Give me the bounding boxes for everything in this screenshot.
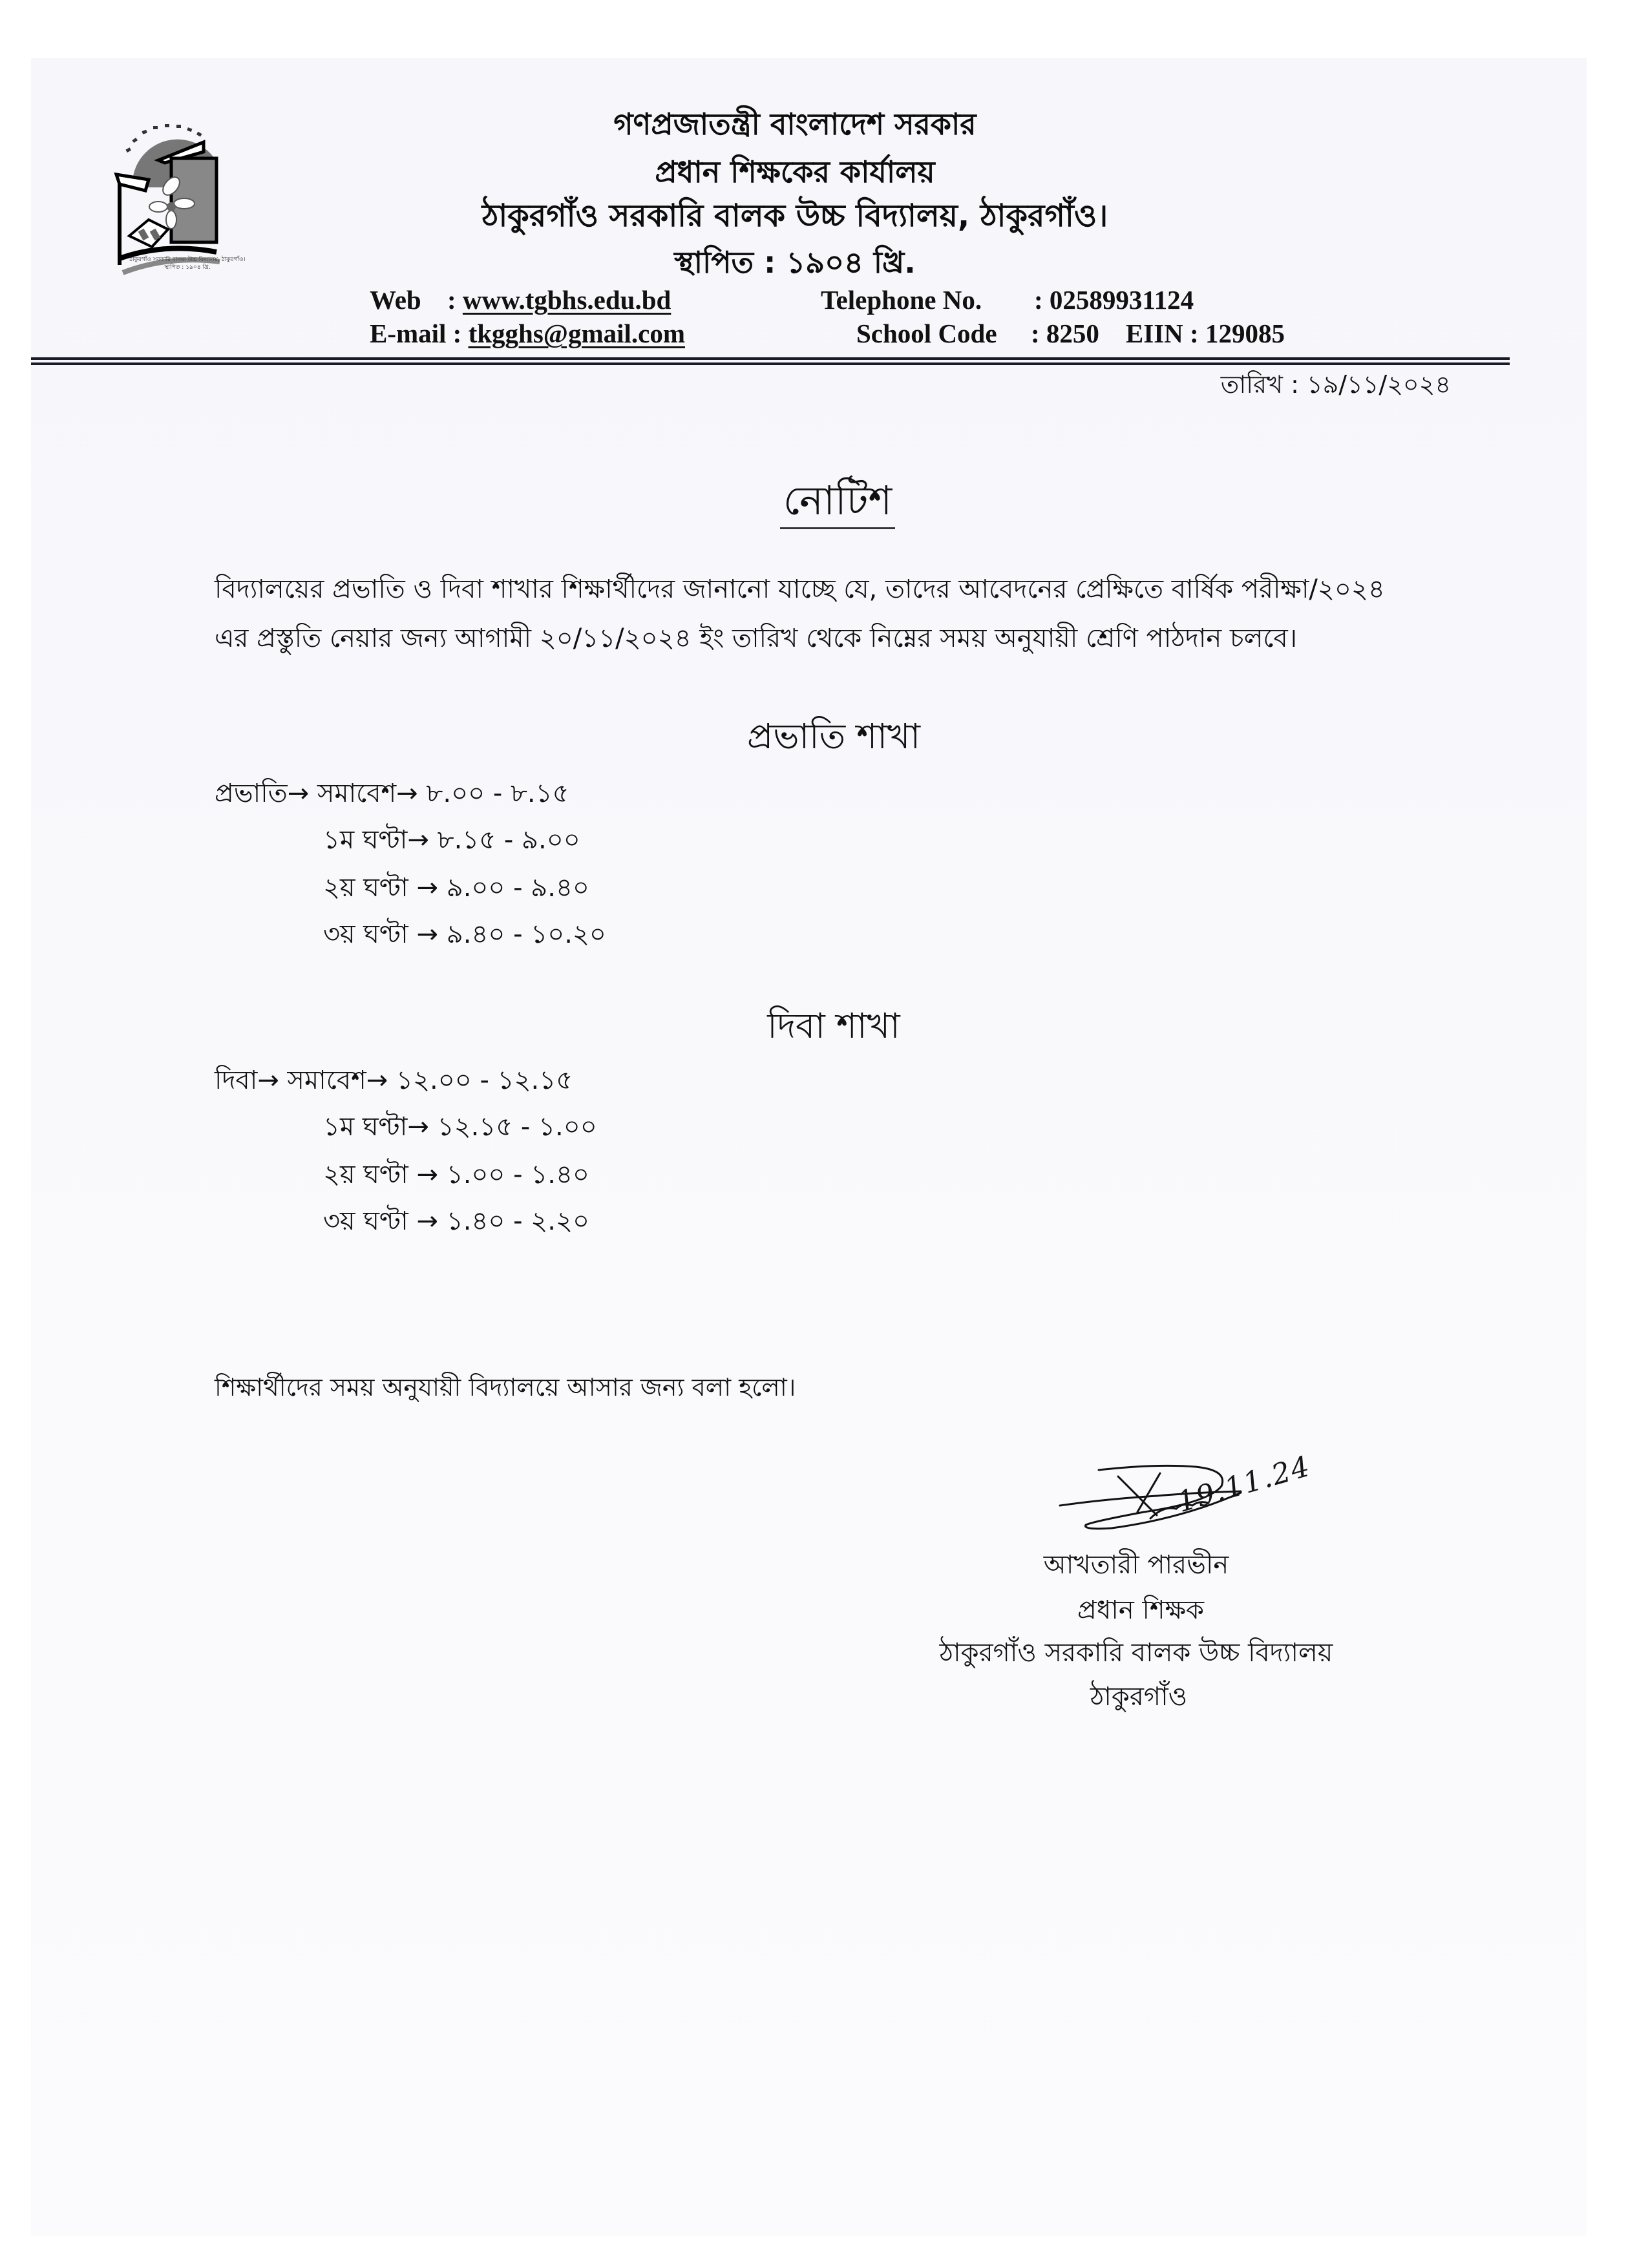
schedule-label: ১ম ঘণ্টা→	[323, 1112, 429, 1142]
closing-instruction: শিক্ষার্থীদের সময় অনুযায়ী বিদ্যালয়ে আসার জন্য বলা হলো।	[215, 1373, 796, 1402]
notice-title: নোটিশ	[783, 477, 893, 524]
email-label: E-mail :	[370, 319, 462, 348]
schedule-label: দিবা→ সমাবেশ→	[215, 1066, 388, 1095]
schedule-time: ৯.৪০ - ১০.২০	[446, 919, 606, 949]
telephone-label: Telephone No.	[821, 285, 982, 315]
web-label: Web	[370, 285, 421, 315]
logo-caption-line2: স্থাপিত : ১৯০৪ খ্রি.	[164, 264, 211, 271]
day-schedule-row	[323, 1201, 589, 1244]
signatory-school: ঠাকুরগাঁও সরকারি বালক উচ্চ বিদ্যালয়	[939, 1638, 1333, 1668]
morning-schedule-row	[215, 773, 569, 816]
day-shift-title: দিবা শাখা	[767, 1005, 900, 1046]
morning-schedule-row	[323, 819, 580, 863]
schedule-time: ১২.০০ - ১২.১৫	[396, 1066, 573, 1095]
schedule-label: ৩য় ঘণ্টা →	[323, 919, 439, 949]
school-code-row	[856, 318, 1285, 349]
signatory-city: ঠাকুরগাঁও	[1090, 1682, 1188, 1712]
morning-shift-title: প্রভাতি শাখা	[746, 716, 921, 757]
schedule-label: ২য় ঘণ্টা →	[323, 873, 439, 903]
signatory-name: আখতারী পারভীন	[1043, 1550, 1229, 1580]
schedule-time: ১.৪০ - ২.২০	[446, 1206, 589, 1236]
web-link[interactable]: www.tgbhs.edu.bd	[462, 285, 671, 315]
school-code-label: School Code	[856, 319, 997, 348]
web-separator: :	[447, 285, 456, 315]
header-divider-bottom	[31, 362, 1510, 365]
eiin-value: 129085	[1205, 319, 1285, 348]
email-row	[370, 318, 685, 349]
logo-caption	[123, 256, 252, 271]
day-schedule-row	[323, 1106, 597, 1150]
schedule-label: ১ম ঘণ্টা→	[323, 825, 429, 855]
schedule-label: ২য় ঘণ্টা →	[323, 1160, 439, 1190]
notice-title-underline	[780, 527, 895, 529]
telephone-row	[821, 284, 1194, 315]
school-logo	[107, 103, 262, 278]
schedule-time: ১.০০ - ১.৪০	[446, 1160, 589, 1190]
morning-schedule-row	[323, 867, 589, 910]
eiin-label: EIIN :	[1125, 319, 1199, 348]
schedule-time: ৮.০০ - ৮.১৫	[426, 779, 569, 808]
logo-caption-line1: ঠাকুরগাঁও সরকারি বালক উচ্চ বিদ্যালয়, ঠাকুরগাঁও।	[129, 257, 246, 263]
header-school-name: ঠাকুরগাঁও সরকারি বালক উচ্চ বিদ্যালয়, ঠাকুরগাঁও।	[481, 198, 1108, 234]
school-code-value: : 8250	[1031, 319, 1099, 348]
day-schedule-row	[323, 1154, 589, 1197]
header-office-line: প্রধান শিক্ষকের কার্যালয়	[655, 154, 935, 189]
email-link[interactable]: tkgghs@gmail.com	[468, 319, 685, 348]
header-established: স্থাপিত : ১৯০৪ খ্রি.	[674, 245, 916, 280]
schedule-time: ৮.১৫ - ৯.০০	[437, 825, 580, 855]
web-row	[370, 284, 671, 315]
header-government-line: গণপ্রজাতন্ত্রী বাংলাদেশ সরকার	[613, 107, 977, 142]
day-schedule-row	[215, 1060, 573, 1103]
schedule-label: প্রভাতি→ সমাবেশ→	[215, 779, 418, 808]
header-divider-top	[31, 357, 1510, 360]
schedule-label: ৩য় ঘণ্টা →	[323, 1206, 439, 1236]
schedule-time: ১২.১৫ - ১.০০	[437, 1112, 597, 1142]
notice-paragraph-line-1: বিদ্যালয়ের প্রভাতি ও দিবা শাখার শিক্ষার্থীদের জানানো যাচ্ছে যে, তাদের আবেদনের প্রেক্ষিতে বার্ষিক পরীক্ষা/২০২৪	[215, 574, 1385, 604]
schedule-time: ৯.০০ - ৯.৪০	[446, 873, 589, 903]
notice-date: তারিখ : ১৯/১১/২০২৪	[1220, 370, 1451, 399]
morning-schedule-row	[323, 914, 606, 957]
signatory-designation: প্রধান শিক্ষক	[1077, 1595, 1204, 1625]
notice-paragraph-line-2: এর প্রস্তুতি নেয়ার জন্য আগামী ২০/১১/২০২৪ ইং তারিখ থেকে নিম্নের সময় অনুযায়ী শ্রেণি পাঠদান চলবে।	[215, 624, 1298, 653]
telephone-value: : 02589931124	[1034, 285, 1194, 315]
handwritten-date: 19.11.24	[1173, 1449, 1315, 1519]
